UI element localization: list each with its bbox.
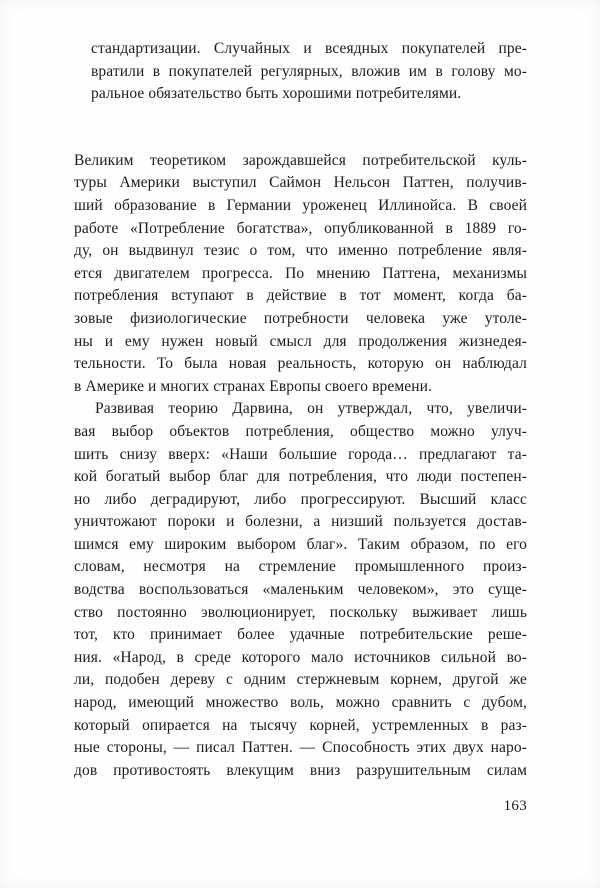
text-line: работе «Потребление богатства», опубликованной в 1889 го-	[74, 219, 527, 237]
text-line: ется двигателем прогресса. По мнению Паттена, механизмы	[74, 264, 527, 282]
text-line: но либо деградируют, либо прогрессируют. Высший класс	[74, 490, 527, 508]
text-line: ные стороны, — писал Паттен. — Способность этих двух наро-	[74, 739, 527, 757]
text-line: вая выбор объектов потребления, общество можно улуч-	[74, 422, 527, 440]
text-line: тельности. То была новая реальность, которую он наблюдал	[74, 355, 527, 373]
text-line: ния. «Народ, в среде которого мало источников сильной во-	[74, 648, 527, 666]
text-line: тот, кто принимает более удачные потребительские реше-	[74, 626, 527, 644]
paragraph-darwin-theory	[74, 398, 527, 782]
text-line: который опирается на тысячу корней, устремленных в раз-	[74, 716, 527, 734]
text-line: словам, несмотря на стремление промышленного произ-	[74, 558, 527, 576]
text-line: дов противостоять влекущим вниз разрушительным силам	[74, 761, 527, 779]
text-line: Развивая теорию Дарвина, он утверждал, что, увеличи-	[95, 400, 527, 418]
text-line: в Америке и многих странах Европы своего времени.	[74, 377, 432, 395]
text-line: туры Америки выступил Саймон Нельсон Паттен, получив-	[74, 174, 527, 192]
text-line: ны и ему нужен новый смысл для продолжения жизнедея-	[74, 332, 527, 350]
text-line: ду, он выдвинул тезис о том, что именно потребление явля-	[74, 242, 527, 260]
text-line: ральное обязательство быть хорошими потребителями.	[91, 85, 462, 103]
paragraph-fragment	[74, 38, 527, 106]
text-area	[74, 38, 527, 782]
text-line: Великим теоретиком зарождавшейся потребительской куль-	[74, 151, 527, 169]
text-line: зовые физиологические потребности человека уже утоле-	[74, 309, 527, 327]
page-number: 163	[503, 798, 527, 814]
paragraph-patten-intro	[74, 150, 527, 399]
text-line: потребления вступают в действие в тот момент, когда ба-	[74, 287, 527, 305]
text-line: стандартизации. Случайных и всеядных покупателей пре-	[91, 40, 527, 57]
text-line: ство постоянно эволюционирует, поскольку выживает лишь	[74, 603, 527, 621]
text-line: шимся ему широким выбором благ». Таким образом, по его	[74, 535, 527, 553]
text-line: ли, подобен дереву с одним стержневым корнем, другой же	[74, 671, 527, 689]
text-line: кой богатый выбор благ для потребления, что люди постепен-	[74, 468, 527, 486]
text-line: шить снизу вверх: «Наши большие города… предлагают та-	[74, 445, 527, 463]
text-line: ший образование в Германии уроженец Иллинойса. В своей	[74, 196, 527, 214]
text-line: водства воспользоваться «маленьким человеком», это суще-	[74, 581, 527, 599]
text-line: вратили в покупателей регулярных, вложив им в голову мо-	[91, 62, 527, 80]
text-line: уничтожают пороки и болезни, а низший пользуется достав-	[74, 513, 527, 531]
text-line: народ, имеющий множество воль, можно сравнить с дубом,	[74, 694, 527, 712]
